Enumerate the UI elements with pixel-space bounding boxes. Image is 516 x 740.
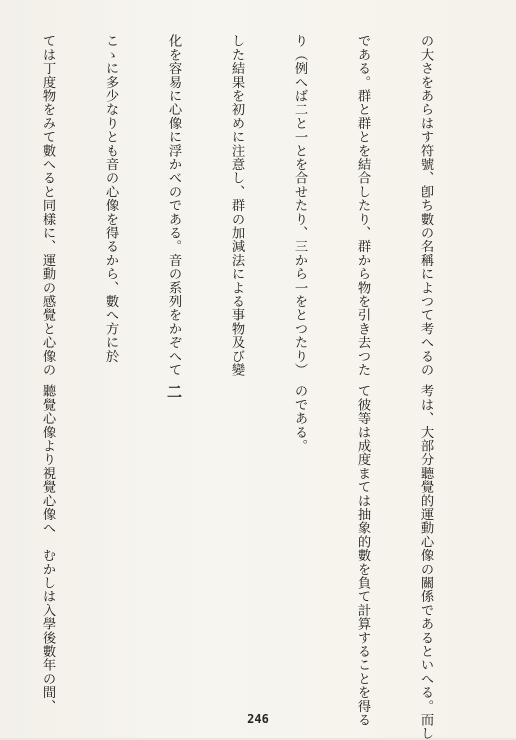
blank-line bbox=[100, 384, 121, 690]
text-line: のである。 bbox=[292, 384, 307, 453]
text-line: 聽覺心像より視覺心像へ むかしは入學後數年の間、 bbox=[40, 384, 55, 713]
section-number: 二 bbox=[165, 384, 183, 402]
page-number: 246 bbox=[247, 712, 269, 726]
text-line: の大さをあらはす符號、卽ち數の名稱によつて考へるの bbox=[418, 34, 433, 377]
blank-line bbox=[226, 384, 247, 690]
text-line: ては丁度物をみて數へると同樣に、運動の感覺と心像の bbox=[40, 34, 55, 377]
text-line: 考は、大部分聽覺的運動心像の關係であるといへる。而し bbox=[418, 384, 433, 740]
text-line: こゝに多少なりとも音の心像を得るから、數へ方に於 bbox=[103, 34, 118, 363]
text-line: である。群と群とを結合したり、群から物を引き去つた bbox=[355, 34, 370, 377]
text-line: り（例へば二と一とを合せたり、三から一をとつたり） bbox=[292, 34, 307, 377]
upper-text-block bbox=[0, 34, 478, 377]
text-line: 化を容易に心像に浮かべのである。音の系列をかぞへて bbox=[166, 34, 181, 377]
text-line: て彼等は成度まては抽象的數を負て計算することを得る bbox=[355, 384, 370, 727]
text-line: した結果を初めに注意し、群の加減法による事物及び變 bbox=[229, 34, 244, 377]
